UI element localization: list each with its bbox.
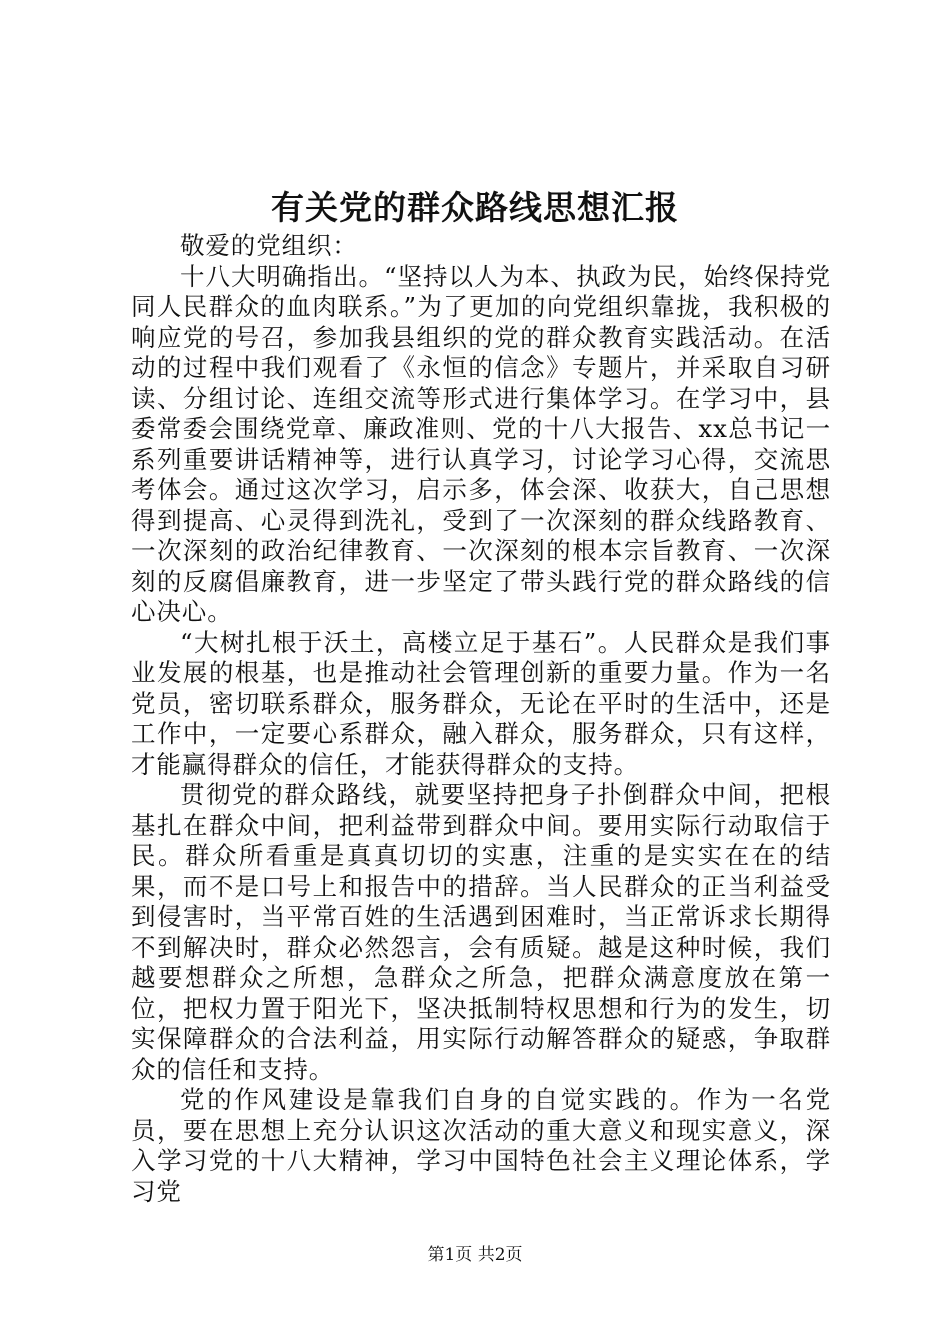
paragraph-3: 贯彻党的群众路线，就要坚持把身子扑倒群众中间，把根基扎在群众中间，把利益带到群众中间。要用实际行动取信于民。群众所看重是真真切切的实惠，注重的是实实在在的结果，而不是口号上和报告中的措辞。当人民群众的正当利益受到侵害时，当平常百姓的生活遇到困难时，当正常诉求长期得不到解决时，群众必然怨言，会有质疑。越是这种时候，我们越要想群众之所想，急群众之所急，把群众满意度放在第一位，把权力置于阳光下，坚决抵制特权思想和行为的发生，切实保障群众的合法利益，用实际行动解答群众的疑惑，争取群众的信任和支持。 (131, 780, 831, 1084)
document-title: 有关党的群众路线思想汇报 (271, 188, 679, 227)
salutation: 敬爱的党组织： (180, 231, 358, 260)
page-number-footer: 第1页 共2页 (427, 1245, 523, 1265)
paragraph-4: 党的作风建设是靠我们自身的自觉实践的。作为一名党员，要在思想上充分认识这次活动的重大意义和现实意义，深入学习党的十八大精神，学习中国特色社会主义理论体系，学习党 (131, 1085, 831, 1206)
paragraph-1: 十八大明确指出。“坚持以人为本、执政为民，始终保持党同人民群众的血肉联系。”为了更加的向党组织靠拢，我积极的响应党的号召，参加我县组织的党的群众教育实践活动。在活动的过程中我们观看了《永恒的信念》专题片，并采取自习研读、分组讨论、连组交流等形式进行集体学习。在学习中，县委常委会围绕党章、廉政准则、党的十八大报告、xx总书记一系列重要讲话精神等，进行认真学习，讨论学习心得，交流思考体会。通过这次学习，启示多，体会深、收获大，自己思想得到提高、心灵得到洗礼，受到了一次深刻的群众线路教育、一次深刻的政治纪律教育、一次深刻的根本宗旨教育、一次深刻的反腐倡廉教育，进一步坚定了带头践行党的群众路线的信心决心。 (131, 261, 831, 626)
document-body (131, 231, 831, 1207)
paragraph-2: “大树扎根于沃土，高楼立足于基石”。人民群众是我们事业发展的根基，也是推动社会管理创新的重要力量。作为一名党员，密切联系群众，服务群众，无论在平时的生活中，还是工作中，一定要心系群众，融入群众，服务群众，只有这样，才能赢得群众的信任，才能获得群众的支持。 (131, 627, 831, 779)
